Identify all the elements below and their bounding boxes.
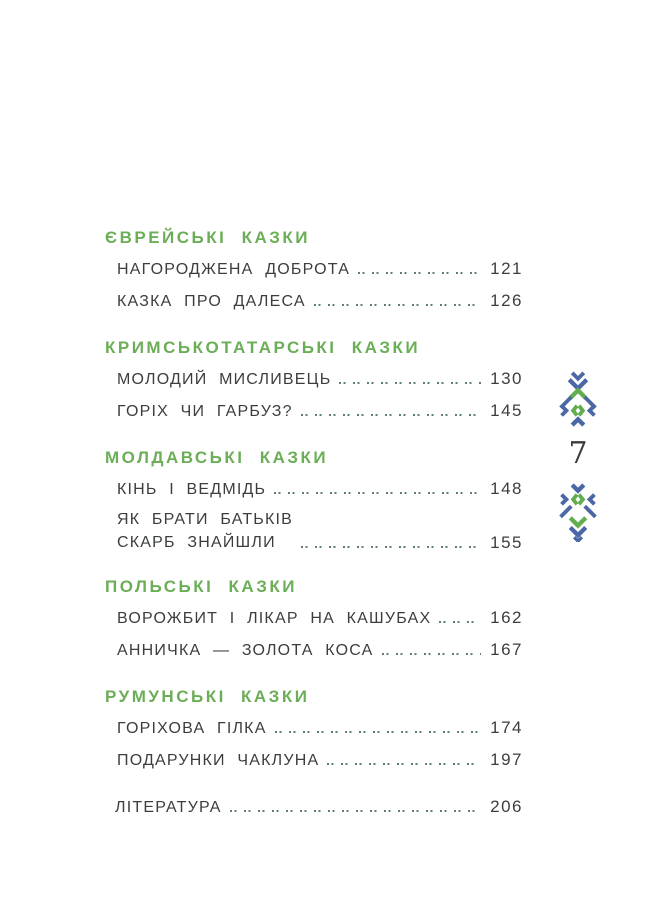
entry-title: МОЛОДИЙ МИСЛИВЕЦЬ — [117, 371, 332, 388]
toc-entry — [105, 363, 523, 395]
entry-page-number: 148 — [490, 479, 523, 498]
section-heading: ЄВРЕЙСЬКІ КАЗКИ — [105, 228, 310, 247]
toc-section-moldovan — [105, 442, 523, 556]
entry-page-number: 126 — [490, 291, 523, 310]
dot-leader — [382, 653, 482, 655]
section-heading: КРИМСЬКОТАТАРСЬКІ КАЗКИ — [105, 338, 421, 357]
toc-entry — [105, 634, 523, 666]
dot-leader — [301, 546, 481, 548]
toc-entry — [105, 285, 523, 317]
section-heading: РУМУНСЬКІ КАЗКИ — [105, 687, 310, 706]
entry-page-number: 206 — [490, 797, 523, 816]
entry-page-number: 174 — [490, 718, 523, 737]
toc-section-romanian — [105, 681, 523, 776]
dot-leader — [314, 304, 481, 306]
entry-title-line-2: СКАРБ ЗНАЙШЛИ — [117, 533, 276, 551]
page-number: 7 — [568, 436, 588, 471]
entry-title: АННИЧКА — ЗОЛОТА КОСА — [117, 642, 374, 659]
toc-section-jewish — [105, 222, 523, 317]
dot-leader — [301, 414, 481, 416]
toc-entry — [105, 395, 523, 427]
section-heading: МОЛДАВСЬКІ КАЗКИ — [105, 448, 329, 467]
entry-page-number: 167 — [490, 640, 523, 659]
ornament-bottom-icon — [556, 482, 600, 547]
toc-entry — [105, 253, 523, 285]
entry-title: ВОРОЖБИТ І ЛІКАР НА КАШУБАХ — [117, 610, 432, 627]
toc-section-crimean-tatar — [105, 332, 523, 427]
dot-leader — [275, 731, 482, 733]
entry-title: ЛІТЕРАТУРА — [115, 799, 222, 816]
dot-leader — [230, 810, 482, 812]
entry-page-number: 130 — [490, 369, 523, 388]
entry-page-number: 121 — [490, 259, 523, 278]
literature-block — [105, 791, 523, 823]
table-of-contents — [105, 222, 523, 823]
entry-title: ПОДАРУНКИ ЧАКЛУНА — [117, 752, 320, 769]
entry-page-number: 197 — [490, 750, 523, 769]
entry-title: НАГОРОДЖЕНА ДОБРОТА — [117, 261, 351, 278]
dot-leader — [358, 272, 481, 274]
entry-title-line-1: ЯК БРАТИ БАТЬКІВ — [117, 511, 294, 528]
entry-title: ГОРІХ ЧИ ГАРБУЗ? — [117, 403, 293, 420]
section-heading: ПОЛЬСЬКІ КАЗКИ — [105, 577, 297, 596]
entry-title: КАЗКА ПРО ДАЛЕСА — [117, 293, 306, 310]
toc-section-polish — [105, 571, 523, 666]
toc-entry-two-line — [105, 505, 523, 556]
entry-title: ГОРІХОВА ГІЛКА — [117, 720, 267, 737]
entry-title: КІНЬ І ВЕДМІДЬ — [117, 481, 267, 498]
ornament-top-icon — [556, 370, 600, 433]
dot-leader — [439, 621, 481, 623]
dot-leader — [339, 382, 481, 384]
toc-entry — [105, 473, 523, 505]
toc-entry — [105, 712, 523, 744]
dot-leader — [327, 763, 481, 765]
entry-page-number: 162 — [490, 608, 523, 627]
entry-page-number: 145 — [490, 401, 523, 420]
entry-title — [117, 509, 293, 554]
dot-leader — [274, 492, 481, 494]
entry-page-number: 155 — [490, 532, 523, 552]
toc-entry — [105, 744, 523, 776]
toc-entry — [105, 602, 523, 634]
toc-entry-literature — [105, 791, 523, 823]
